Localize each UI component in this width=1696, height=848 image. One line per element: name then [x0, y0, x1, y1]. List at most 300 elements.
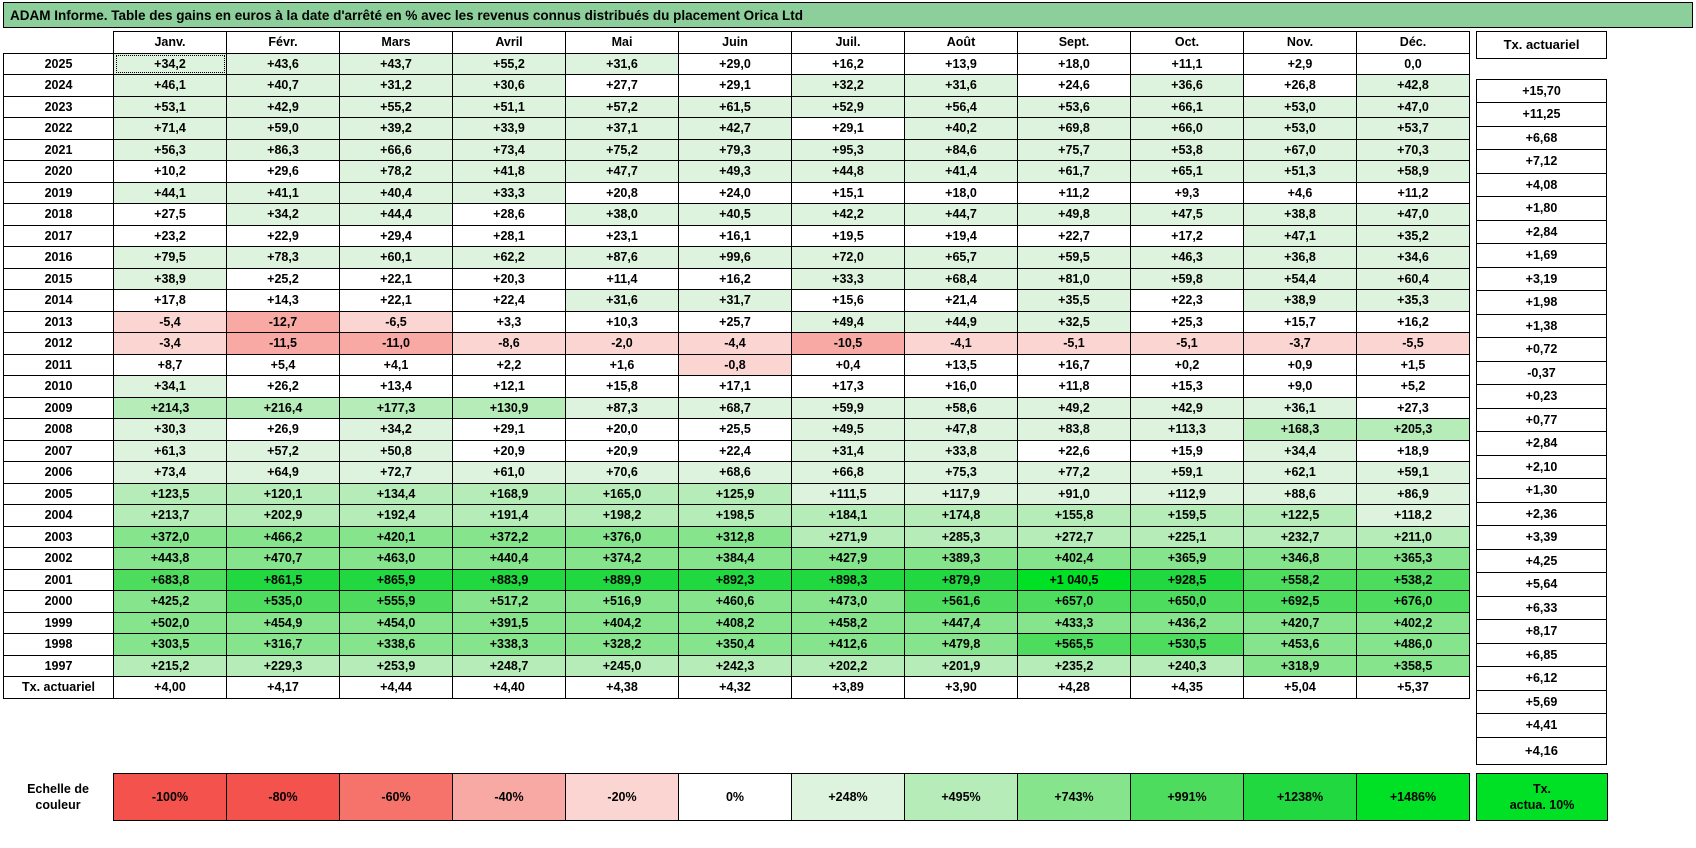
actuariel-2009[interactable]: +2,84: [1477, 432, 1607, 456]
cell-2023-Mai[interactable]: +57,2: [566, 96, 679, 118]
cell-2001-Sept.[interactable]: +1 040,5: [1018, 569, 1131, 591]
cell-2016-Août[interactable]: +65,7: [905, 247, 1018, 269]
footer-cell-Févr.[interactable]: +4,17: [227, 677, 340, 699]
cell-2011-Oct.[interactable]: +0,2: [1131, 354, 1244, 376]
cell-2005-Juin[interactable]: +125,9: [679, 483, 792, 505]
cell-2023-Juin[interactable]: +61,5: [679, 96, 792, 118]
cell-2011-Juin[interactable]: -0,8: [679, 354, 792, 376]
cell-2012-Févr.[interactable]: -11,5: [227, 333, 340, 355]
cell-1997-Oct.[interactable]: +240,3: [1131, 655, 1244, 677]
cell-2000-Avril[interactable]: +517,2: [453, 591, 566, 613]
cell-2017-Août[interactable]: +19,4: [905, 225, 1018, 247]
cell-2008-Avril[interactable]: +29,1: [453, 419, 566, 441]
cell-2013-Déc.[interactable]: +16,2: [1357, 311, 1470, 333]
cell-1999-Mars[interactable]: +454,0: [340, 612, 453, 634]
cell-2012-Déc.[interactable]: -5,5: [1357, 333, 1470, 355]
cell-2010-Nov.[interactable]: +9,0: [1244, 376, 1357, 398]
cell-2023-Nov.[interactable]: +53,0: [1244, 96, 1357, 118]
cell-1997-Avril[interactable]: +248,7: [453, 655, 566, 677]
cell-2025-Août[interactable]: +13,9: [905, 53, 1018, 75]
cell-2022-Juil.[interactable]: +29,1: [792, 118, 905, 140]
cell-2001-Mars[interactable]: +865,9: [340, 569, 453, 591]
cell-2009-Août[interactable]: +58,6: [905, 397, 1018, 419]
cell-2022-Oct.[interactable]: +66,0: [1131, 118, 1244, 140]
cell-2007-Oct.[interactable]: +15,9: [1131, 440, 1244, 462]
cell-2016-Nov.[interactable]: +36,8: [1244, 247, 1357, 269]
cell-2019-Nov.[interactable]: +4,6: [1244, 182, 1357, 204]
cell-2001-Oct.[interactable]: +928,5: [1131, 569, 1244, 591]
cell-2010-Oct.[interactable]: +15,3: [1131, 376, 1244, 398]
cell-2005-Août[interactable]: +117,9: [905, 483, 1018, 505]
cell-2014-Oct.[interactable]: +22,3: [1131, 290, 1244, 312]
cell-2023-Sept.[interactable]: +53,6: [1018, 96, 1131, 118]
cell-2004-Mai[interactable]: +198,2: [566, 505, 679, 527]
cell-2010-Déc.[interactable]: +5,2: [1357, 376, 1470, 398]
cell-2015-Avril[interactable]: +20,3: [453, 268, 566, 290]
cell-2022-Avril[interactable]: +33,9: [453, 118, 566, 140]
cell-2022-Sept.[interactable]: +69,8: [1018, 118, 1131, 140]
cell-2004-Juin[interactable]: +198,5: [679, 505, 792, 527]
cell-2007-Juil.[interactable]: +31,4: [792, 440, 905, 462]
cell-2000-Août[interactable]: +561,6: [905, 591, 1018, 613]
cell-2000-Juil.[interactable]: +473,0: [792, 591, 905, 613]
actuariel-2005[interactable]: +3,39: [1477, 526, 1607, 550]
footer-cell-Déc.[interactable]: +5,37: [1357, 677, 1470, 699]
cell-2004-Janv.[interactable]: +213,7: [114, 505, 227, 527]
cell-2004-Oct.[interactable]: +159,5: [1131, 505, 1244, 527]
cell-2023-Oct.[interactable]: +66,1: [1131, 96, 1244, 118]
cell-2006-Oct.[interactable]: +59,1: [1131, 462, 1244, 484]
footer-cell-Janv.[interactable]: +4,00: [114, 677, 227, 699]
cell-2005-Mai[interactable]: +165,0: [566, 483, 679, 505]
actuariel-2020[interactable]: +4,08: [1477, 173, 1607, 197]
cell-2013-Oct.[interactable]: +25,3: [1131, 311, 1244, 333]
footer-cell-Mai[interactable]: +4,38: [566, 677, 679, 699]
cell-2009-Avril[interactable]: +130,9: [453, 397, 566, 419]
actuariel-2018[interactable]: +2,84: [1477, 220, 1607, 244]
cell-2022-Août[interactable]: +40,2: [905, 118, 1018, 140]
cell-2014-Août[interactable]: +21,4: [905, 290, 1018, 312]
cell-2014-Juin[interactable]: +31,7: [679, 290, 792, 312]
cell-2021-Oct.[interactable]: +53,8: [1131, 139, 1244, 161]
cell-2018-Juin[interactable]: +40,5: [679, 204, 792, 226]
cell-2012-Sept.[interactable]: -5,1: [1018, 333, 1131, 355]
cell-2025-Avril[interactable]: +55,2: [453, 53, 566, 75]
actuariel-2024[interactable]: +15,70: [1477, 79, 1607, 103]
cell-2025-Mars[interactable]: +43,7: [340, 53, 453, 75]
cell-2017-Mai[interactable]: +23,1: [566, 225, 679, 247]
cell-2024-Nov.[interactable]: +26,8: [1244, 75, 1357, 97]
cell-2002-Oct.[interactable]: +365,9: [1131, 548, 1244, 570]
cell-1997-Déc.[interactable]: +358,5: [1357, 655, 1470, 677]
cell-2017-Déc.[interactable]: +35,2: [1357, 225, 1470, 247]
actuariel-2013[interactable]: +0,72: [1477, 338, 1607, 362]
cell-2007-Janv.[interactable]: +61,3: [114, 440, 227, 462]
cell-2013-Févr.[interactable]: -12,7: [227, 311, 340, 333]
cell-2013-Mars[interactable]: -6,5: [340, 311, 453, 333]
cell-2003-Août[interactable]: +285,3: [905, 526, 1018, 548]
cell-1997-Août[interactable]: +201,9: [905, 655, 1018, 677]
footer-cell-Oct.[interactable]: +4,35: [1131, 677, 1244, 699]
cell-2025-Juil.[interactable]: +16,2: [792, 53, 905, 75]
cell-2014-Févr.[interactable]: +14,3: [227, 290, 340, 312]
cell-2009-Févr.[interactable]: +216,4: [227, 397, 340, 419]
cell-2000-Mars[interactable]: +555,9: [340, 591, 453, 613]
cell-1997-Janv.[interactable]: +215,2: [114, 655, 227, 677]
cell-2020-Janv.[interactable]: +10,2: [114, 161, 227, 183]
cell-2007-Nov.[interactable]: +34,4: [1244, 440, 1357, 462]
cell-2006-Mai[interactable]: +70,6: [566, 462, 679, 484]
cell-2010-Avril[interactable]: +12,1: [453, 376, 566, 398]
cell-2008-Janv.[interactable]: +30,3: [114, 419, 227, 441]
cell-2013-Nov.[interactable]: +15,7: [1244, 311, 1357, 333]
cell-2001-Juil.[interactable]: +898,3: [792, 569, 905, 591]
cell-2013-Janv.[interactable]: -5,4: [114, 311, 227, 333]
cell-2012-Juil.[interactable]: -10,5: [792, 333, 905, 355]
cell-2018-Déc.[interactable]: +47,0: [1357, 204, 1470, 226]
actuariel-2016[interactable]: +3,19: [1477, 267, 1607, 291]
cell-2017-Févr.[interactable]: +22,9: [227, 225, 340, 247]
cell-2017-Janv.[interactable]: +23,2: [114, 225, 227, 247]
cell-2003-Sept.[interactable]: +272,7: [1018, 526, 1131, 548]
actuariel-2001[interactable]: +8,17: [1477, 620, 1607, 644]
footer-cell-Sept.[interactable]: +4,28: [1018, 677, 1131, 699]
cell-2000-Mai[interactable]: +516,9: [566, 591, 679, 613]
cell-2011-Mai[interactable]: +1,6: [566, 354, 679, 376]
cell-2003-Janv.[interactable]: +372,0: [114, 526, 227, 548]
cell-2018-Nov.[interactable]: +38,8: [1244, 204, 1357, 226]
cell-2008-Oct.[interactable]: +113,3: [1131, 419, 1244, 441]
cell-2012-Juin[interactable]: -4,4: [679, 333, 792, 355]
footer-cell-Nov.[interactable]: +5,04: [1244, 677, 1357, 699]
cell-1998-Févr.[interactable]: +316,7: [227, 634, 340, 656]
cell-2023-Août[interactable]: +56,4: [905, 96, 1018, 118]
cell-2011-Avril[interactable]: +2,2: [453, 354, 566, 376]
cell-2024-Mai[interactable]: +27,7: [566, 75, 679, 97]
cell-2011-Mars[interactable]: +4,1: [340, 354, 453, 376]
cell-1998-Juil.[interactable]: +412,6: [792, 634, 905, 656]
cell-2000-Juin[interactable]: +460,6: [679, 591, 792, 613]
cell-2024-Juil.[interactable]: +32,2: [792, 75, 905, 97]
footer-cell-Août[interactable]: +3,90: [905, 677, 1018, 699]
cell-2022-Févr.[interactable]: +59,0: [227, 118, 340, 140]
cell-2003-Févr.[interactable]: +466,2: [227, 526, 340, 548]
cell-2022-Janv.[interactable]: +71,4: [114, 118, 227, 140]
cell-2002-Janv.[interactable]: +443,8: [114, 548, 227, 570]
cell-2024-Avril[interactable]: +30,6: [453, 75, 566, 97]
actuariel-2008[interactable]: +2,10: [1477, 455, 1607, 479]
cell-2025-Janv.[interactable]: +34,2: [114, 53, 227, 75]
cell-2017-Sept.[interactable]: +22,7: [1018, 225, 1131, 247]
cell-2022-Mars[interactable]: +39,2: [340, 118, 453, 140]
cell-2015-Mars[interactable]: +22,1: [340, 268, 453, 290]
cell-2012-Oct.[interactable]: -5,1: [1131, 333, 1244, 355]
actuariel-2012[interactable]: -0,37: [1477, 361, 1607, 385]
cell-2002-Mai[interactable]: +374,2: [566, 548, 679, 570]
cell-2019-Mai[interactable]: +20,8: [566, 182, 679, 204]
cell-2013-Juin[interactable]: +25,7: [679, 311, 792, 333]
cell-2003-Déc.[interactable]: +211,0: [1357, 526, 1470, 548]
cell-2024-Août[interactable]: +31,6: [905, 75, 1018, 97]
cell-2011-Sept.[interactable]: +16,7: [1018, 354, 1131, 376]
actuariel-2014[interactable]: +1,38: [1477, 314, 1607, 338]
cell-2010-Janv.[interactable]: +34,1: [114, 376, 227, 398]
cell-2019-Juin[interactable]: +24,0: [679, 182, 792, 204]
cell-2014-Avril[interactable]: +22,4: [453, 290, 566, 312]
cell-2009-Mars[interactable]: +177,3: [340, 397, 453, 419]
cell-2022-Mai[interactable]: +37,1: [566, 118, 679, 140]
cell-2008-Sept.[interactable]: +83,8: [1018, 419, 1131, 441]
actuariel-2004[interactable]: +4,25: [1477, 549, 1607, 573]
cell-2003-Nov.[interactable]: +232,7: [1244, 526, 1357, 548]
cell-2015-Nov.[interactable]: +54,4: [1244, 268, 1357, 290]
cell-2017-Oct.[interactable]: +17,2: [1131, 225, 1244, 247]
cell-1998-Nov.[interactable]: +453,6: [1244, 634, 1357, 656]
cell-2007-Févr.[interactable]: +57,2: [227, 440, 340, 462]
cell-1997-Juin[interactable]: +242,3: [679, 655, 792, 677]
cell-2002-Déc.[interactable]: +365,3: [1357, 548, 1470, 570]
cell-2019-Oct.[interactable]: +9,3: [1131, 182, 1244, 204]
cell-2014-Nov.[interactable]: +38,9: [1244, 290, 1357, 312]
cell-2008-Déc.[interactable]: +205,3: [1357, 419, 1470, 441]
actuariel-2002[interactable]: +6,33: [1477, 596, 1607, 620]
cell-2011-Janv.[interactable]: +8,7: [114, 354, 227, 376]
cell-2001-Mai[interactable]: +889,9: [566, 569, 679, 591]
cell-2019-Avril[interactable]: +33,3: [453, 182, 566, 204]
cell-1999-Janv.[interactable]: +502,0: [114, 612, 227, 634]
cell-2015-Déc.[interactable]: +60,4: [1357, 268, 1470, 290]
cell-2016-Mars[interactable]: +60,1: [340, 247, 453, 269]
cell-2001-Juin[interactable]: +892,3: [679, 569, 792, 591]
cell-2013-Mai[interactable]: +10,3: [566, 311, 679, 333]
cell-2016-Avril[interactable]: +62,2: [453, 247, 566, 269]
cell-1999-Juin[interactable]: +408,2: [679, 612, 792, 634]
cell-2021-Déc.[interactable]: +70,3: [1357, 139, 1470, 161]
cell-2025-Mai[interactable]: +31,6: [566, 53, 679, 75]
cell-2018-Juil.[interactable]: +42,2: [792, 204, 905, 226]
actuariel-2019[interactable]: +1,80: [1477, 197, 1607, 221]
cell-2005-Sept.[interactable]: +91,0: [1018, 483, 1131, 505]
cell-2025-Juin[interactable]: +29,0: [679, 53, 792, 75]
cell-1999-Sept.[interactable]: +433,3: [1018, 612, 1131, 634]
cell-1997-Mai[interactable]: +245,0: [566, 655, 679, 677]
cell-2000-Déc.[interactable]: +676,0: [1357, 591, 1470, 613]
cell-2010-Sept.[interactable]: +11,8: [1018, 376, 1131, 398]
cell-2003-Juil.[interactable]: +271,9: [792, 526, 905, 548]
cell-2002-Nov.[interactable]: +346,8: [1244, 548, 1357, 570]
actuariel-1997[interactable]: +4,41: [1477, 714, 1607, 738]
cell-2021-Juin[interactable]: +79,3: [679, 139, 792, 161]
cell-1997-Sept.[interactable]: +235,2: [1018, 655, 1131, 677]
cell-2011-Nov.[interactable]: +0,9: [1244, 354, 1357, 376]
cell-2004-Sept.[interactable]: +155,8: [1018, 505, 1131, 527]
cell-2019-Janv.[interactable]: +44,1: [114, 182, 227, 204]
cell-2008-Juil.[interactable]: +49,5: [792, 419, 905, 441]
cell-2017-Avril[interactable]: +28,1: [453, 225, 566, 247]
cell-1999-Août[interactable]: +447,4: [905, 612, 1018, 634]
footer-cell-Juil.[interactable]: +3,89: [792, 677, 905, 699]
cell-2018-Janv.[interactable]: +27,5: [114, 204, 227, 226]
cell-2010-Févr.[interactable]: +26,2: [227, 376, 340, 398]
cell-2019-Mars[interactable]: +40,4: [340, 182, 453, 204]
cell-2003-Oct.[interactable]: +225,1: [1131, 526, 1244, 548]
cell-2023-Juil.[interactable]: +52,9: [792, 96, 905, 118]
cell-2020-Févr.[interactable]: +29,6: [227, 161, 340, 183]
cell-2004-Mars[interactable]: +192,4: [340, 505, 453, 527]
cell-2016-Mai[interactable]: +87,6: [566, 247, 679, 269]
cell-2024-Déc.[interactable]: +42,8: [1357, 75, 1470, 97]
cell-1997-Nov.[interactable]: +318,9: [1244, 655, 1357, 677]
cell-2016-Sept.[interactable]: +59,5: [1018, 247, 1131, 269]
cell-2015-Oct.[interactable]: +59,8: [1131, 268, 1244, 290]
cell-2006-Nov.[interactable]: +62,1: [1244, 462, 1357, 484]
cell-2008-Août[interactable]: +47,8: [905, 419, 1018, 441]
cell-2024-Sept.[interactable]: +24,6: [1018, 75, 1131, 97]
cell-2018-Mars[interactable]: +44,4: [340, 204, 453, 226]
cell-2016-Déc.[interactable]: +34,6: [1357, 247, 1470, 269]
cell-2012-Mars[interactable]: -11,0: [340, 333, 453, 355]
cell-2002-Févr.[interactable]: +470,7: [227, 548, 340, 570]
cell-2017-Juin[interactable]: +16,1: [679, 225, 792, 247]
cell-2024-Oct.[interactable]: +36,6: [1131, 75, 1244, 97]
cell-2014-Mars[interactable]: +22,1: [340, 290, 453, 312]
cell-2023-Avril[interactable]: +51,1: [453, 96, 566, 118]
actuariel-2000[interactable]: +6,85: [1477, 643, 1607, 667]
cell-2018-Oct.[interactable]: +47,5: [1131, 204, 1244, 226]
cell-2017-Mars[interactable]: +29,4: [340, 225, 453, 247]
cell-2017-Juil.[interactable]: +19,5: [792, 225, 905, 247]
cell-2023-Déc.[interactable]: +47,0: [1357, 96, 1470, 118]
cell-2013-Août[interactable]: +44,9: [905, 311, 1018, 333]
cell-2004-Août[interactable]: +174,8: [905, 505, 1018, 527]
cell-2010-Juin[interactable]: +17,1: [679, 376, 792, 398]
cell-1999-Nov.[interactable]: +420,7: [1244, 612, 1357, 634]
cell-2010-Juil.[interactable]: +17,3: [792, 376, 905, 398]
cell-1998-Sept.[interactable]: +565,5: [1018, 634, 1131, 656]
cell-2008-Févr.[interactable]: +26,9: [227, 419, 340, 441]
cell-1998-Avril[interactable]: +338,3: [453, 634, 566, 656]
cell-2022-Déc.[interactable]: +53,7: [1357, 118, 1470, 140]
cell-2005-Juil.[interactable]: +111,5: [792, 483, 905, 505]
footer-cell-Avril[interactable]: +4,40: [453, 677, 566, 699]
cell-2001-Janv.[interactable]: +683,8: [114, 569, 227, 591]
cell-2020-Mai[interactable]: +47,7: [566, 161, 679, 183]
cell-1998-Juin[interactable]: +350,4: [679, 634, 792, 656]
cell-2003-Mai[interactable]: +376,0: [566, 526, 679, 548]
cell-2002-Juil.[interactable]: +427,9: [792, 548, 905, 570]
cell-2012-Janv.[interactable]: -3,4: [114, 333, 227, 355]
cell-2000-Janv.[interactable]: +425,2: [114, 591, 227, 613]
cell-2025-Févr.[interactable]: +43,6: [227, 53, 340, 75]
cell-2021-Janv.[interactable]: +56,3: [114, 139, 227, 161]
cell-2023-Mars[interactable]: +55,2: [340, 96, 453, 118]
actuariel-1998[interactable]: +5,69: [1477, 690, 1607, 714]
cell-2000-Sept.[interactable]: +657,0: [1018, 591, 1131, 613]
cell-1998-Oct.[interactable]: +530,5: [1131, 634, 1244, 656]
cell-2006-Déc.[interactable]: +59,1: [1357, 462, 1470, 484]
cell-2019-Août[interactable]: +18,0: [905, 182, 1018, 204]
cell-2021-Août[interactable]: +84,6: [905, 139, 1018, 161]
cell-2009-Mai[interactable]: +87,3: [566, 397, 679, 419]
cell-2018-Mai[interactable]: +38,0: [566, 204, 679, 226]
cell-2016-Janv.[interactable]: +79,5: [114, 247, 227, 269]
actuariel-2023[interactable]: +11,25: [1477, 103, 1607, 127]
cell-2006-Juil.[interactable]: +66,8: [792, 462, 905, 484]
cell-2014-Janv.[interactable]: +17,8: [114, 290, 227, 312]
cell-2011-Févr.[interactable]: +5,4: [227, 354, 340, 376]
cell-2007-Déc.[interactable]: +18,9: [1357, 440, 1470, 462]
cell-2003-Avril[interactable]: +372,2: [453, 526, 566, 548]
cell-2006-Janv.[interactable]: +73,4: [114, 462, 227, 484]
actuariel-total[interactable]: +4,16: [1477, 737, 1607, 764]
cell-2005-Oct.[interactable]: +112,9: [1131, 483, 1244, 505]
cell-2020-Juil.[interactable]: +44,8: [792, 161, 905, 183]
cell-2007-Août[interactable]: +33,8: [905, 440, 1018, 462]
footer-cell-Juin[interactable]: +4,32: [679, 677, 792, 699]
cell-2005-Mars[interactable]: +134,4: [340, 483, 453, 505]
cell-2025-Sept.[interactable]: +18,0: [1018, 53, 1131, 75]
cell-1999-Oct.[interactable]: +436,2: [1131, 612, 1244, 634]
cell-1997-Mars[interactable]: +253,9: [340, 655, 453, 677]
cell-2009-Nov.[interactable]: +36,1: [1244, 397, 1357, 419]
actuariel-1999[interactable]: +6,12: [1477, 667, 1607, 691]
cell-2013-Avril[interactable]: +3,3: [453, 311, 566, 333]
cell-2010-Mars[interactable]: +13,4: [340, 376, 453, 398]
cell-2006-Sept.[interactable]: +77,2: [1018, 462, 1131, 484]
cell-2021-Sept.[interactable]: +75,7: [1018, 139, 1131, 161]
cell-2009-Janv.[interactable]: +214,3: [114, 397, 227, 419]
cell-2001-Avril[interactable]: +883,9: [453, 569, 566, 591]
cell-2019-Févr.[interactable]: +41,1: [227, 182, 340, 204]
cell-2015-Mai[interactable]: +11,4: [566, 268, 679, 290]
cell-1997-Févr.[interactable]: +229,3: [227, 655, 340, 677]
cell-2009-Juin[interactable]: +68,7: [679, 397, 792, 419]
cell-2004-Avril[interactable]: +191,4: [453, 505, 566, 527]
cell-2004-Déc.[interactable]: +118,2: [1357, 505, 1470, 527]
cell-2004-Févr.[interactable]: +202,9: [227, 505, 340, 527]
actuariel-2011[interactable]: +0,23: [1477, 385, 1607, 409]
cell-2002-Mars[interactable]: +463,0: [340, 548, 453, 570]
cell-2012-Avril[interactable]: -8,6: [453, 333, 566, 355]
cell-2008-Mai[interactable]: +20,0: [566, 419, 679, 441]
cell-2022-Juin[interactable]: +42,7: [679, 118, 792, 140]
cell-2005-Janv.[interactable]: +123,5: [114, 483, 227, 505]
cell-2011-Août[interactable]: +13,5: [905, 354, 1018, 376]
cell-2002-Juin[interactable]: +384,4: [679, 548, 792, 570]
cell-2001-Août[interactable]: +879,9: [905, 569, 1018, 591]
cell-2009-Juil.[interactable]: +59,9: [792, 397, 905, 419]
cell-2006-Mars[interactable]: +72,7: [340, 462, 453, 484]
actuariel-2006[interactable]: +2,36: [1477, 502, 1607, 526]
cell-2020-Oct.[interactable]: +65,1: [1131, 161, 1244, 183]
cell-2021-Mai[interactable]: +75,2: [566, 139, 679, 161]
cell-2021-Nov.[interactable]: +67,0: [1244, 139, 1357, 161]
actuariel-2025[interactable]: [1477, 59, 1607, 80]
cell-2019-Juil.[interactable]: +15,1: [792, 182, 905, 204]
cell-2013-Sept.[interactable]: +32,5: [1018, 311, 1131, 333]
cell-2021-Avril[interactable]: +73,4: [453, 139, 566, 161]
cell-2007-Juin[interactable]: +22,4: [679, 440, 792, 462]
cell-2009-Sept.[interactable]: +49,2: [1018, 397, 1131, 419]
cell-2005-Déc.[interactable]: +86,9: [1357, 483, 1470, 505]
cell-2020-Sept.[interactable]: +61,7: [1018, 161, 1131, 183]
cell-2023-Févr.[interactable]: +42,9: [227, 96, 340, 118]
cell-1999-Févr.[interactable]: +454,9: [227, 612, 340, 634]
cell-2020-Juin[interactable]: +49,3: [679, 161, 792, 183]
cell-2009-Déc.[interactable]: +27,3: [1357, 397, 1470, 419]
cell-2018-Févr.[interactable]: +34,2: [227, 204, 340, 226]
cell-2007-Mai[interactable]: +20,9: [566, 440, 679, 462]
